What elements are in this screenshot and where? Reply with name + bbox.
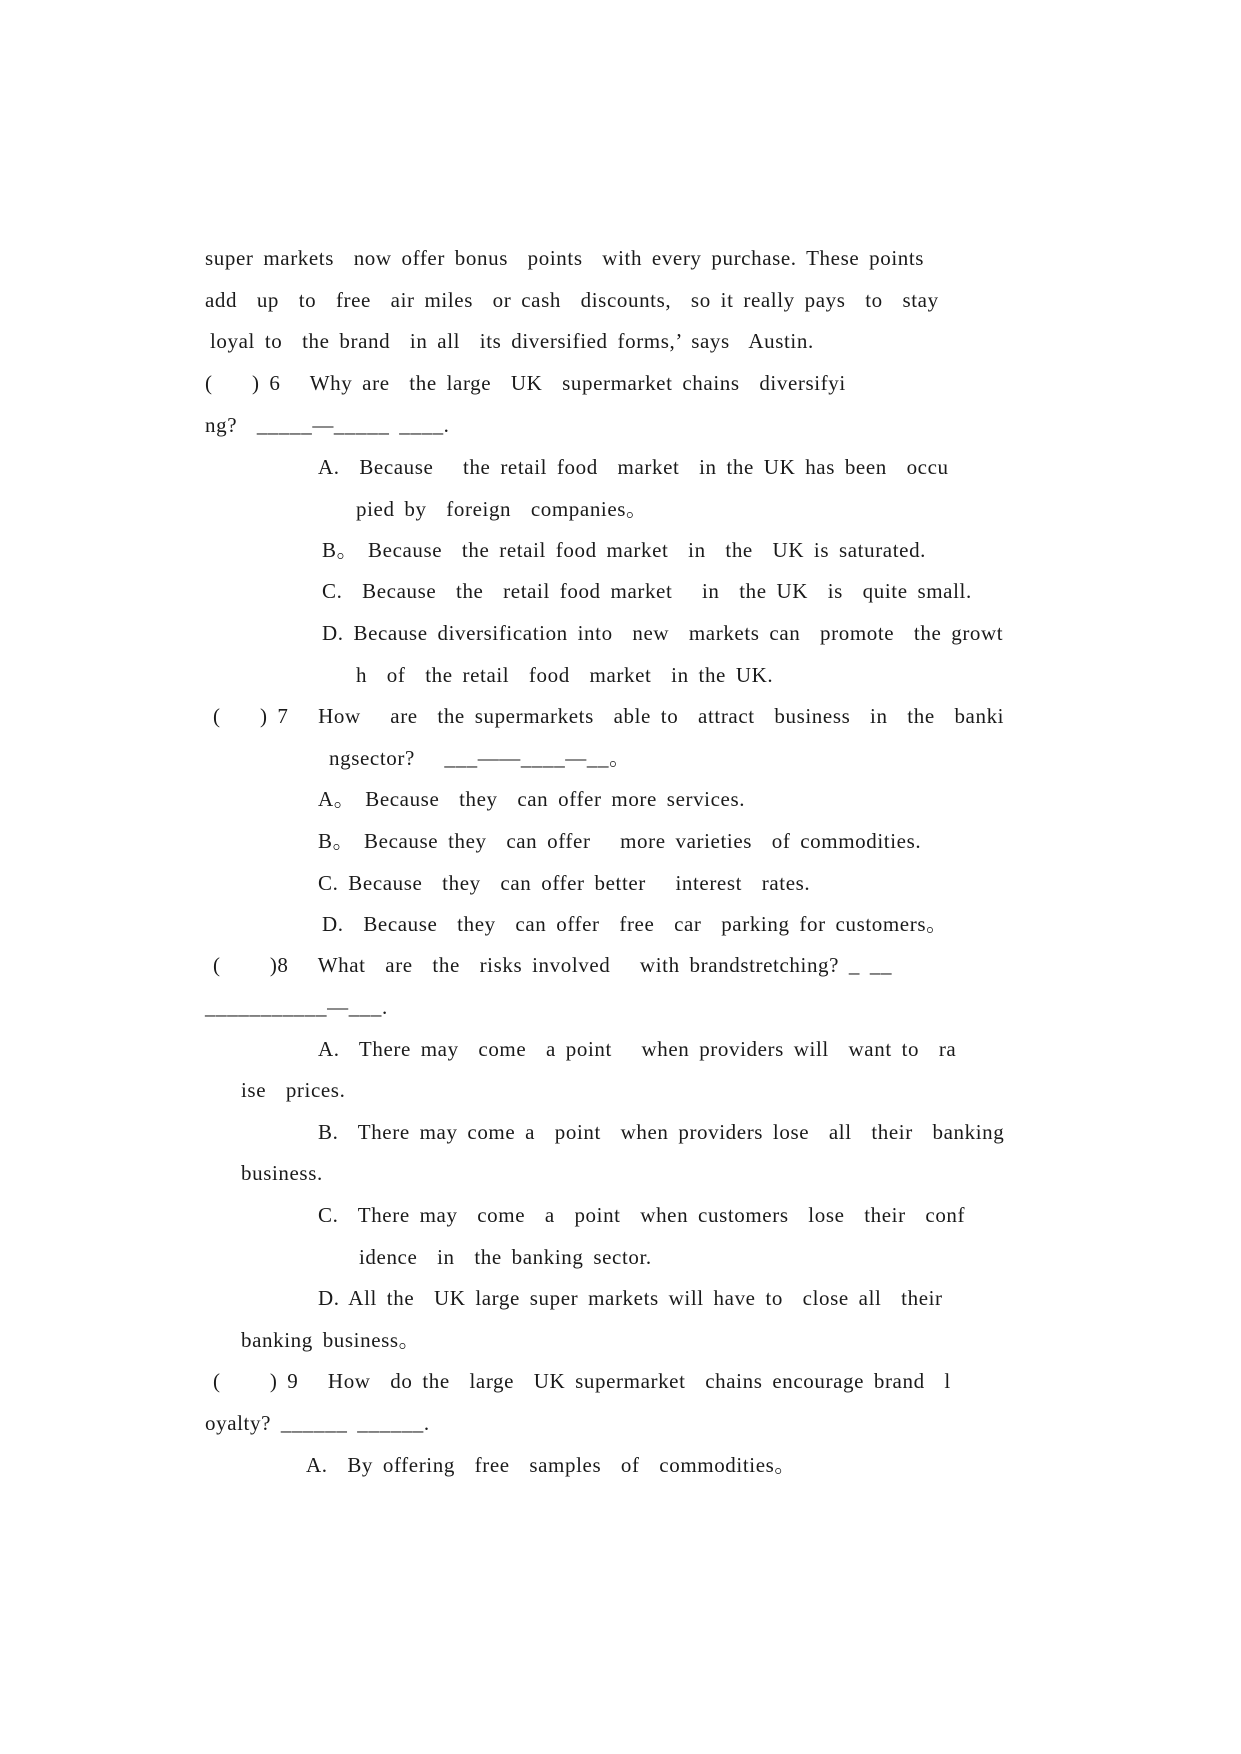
question-9-stem-cont: oyalty? ______ ______. (205, 1411, 430, 1435)
question-6-option-d: D. Because diversification into new markets can promote the growt (322, 621, 1004, 645)
question-7-option-b: B。 Because they can offer more varieties of commodities. (318, 829, 922, 853)
passage-line-2: add up to free air miles or cash discounts, so it really pays to stay (205, 288, 939, 312)
question-7-stem: ( ) 7 How are the supermarkets able to attract business in the banki (213, 704, 1005, 728)
question-6-option-b: B。 Because the retail food market in the UK is saturated. (322, 538, 927, 562)
question-6-option-c: C. Because the retail food market in the UK is quite small. (322, 579, 972, 603)
question-6-stem-cont: ng? _____—_____ ____. (205, 413, 450, 437)
question-9-option-a: A. By offering free samples of commodities。 (306, 1453, 796, 1477)
question-8-option-a-cont: ise prices. (241, 1078, 346, 1102)
question-8-option-a: A. There may come a point when providers will want to ra (318, 1037, 957, 1061)
question-8-stem-cont: ___________—___. (205, 995, 388, 1019)
question-6-option-a-cont: pied by foreign companies。 (356, 497, 648, 521)
question-7-option-c: C. Because they can offer better interest rates. (318, 871, 811, 895)
question-8-option-c-cont: idence in the banking sector. (359, 1245, 652, 1269)
passage-line-3: loyal to the brand in all its diversified forms,’ says Austin. (210, 329, 814, 353)
question-8-stem: ( )8 What are the risks involved with brandstretching? _ __ (213, 953, 893, 977)
question-6-option-a: A. Because the retail food market in the UK has been occu (318, 455, 949, 479)
question-6-stem: ( ) 6 Why are the large UK supermarket chains diversifyi (205, 371, 846, 395)
question-7-option-a: A。 Because they can offer more services. (318, 787, 746, 811)
question-8-option-d-cont: banking business。 (241, 1328, 421, 1352)
question-9-stem: ( ) 9 How do the large UK supermarket chains encourage brand l (213, 1369, 951, 1393)
question-6-option-d-cont: h of the retail food market in the UK. (356, 663, 774, 687)
question-7-option-d: D. Because they can offer free car parking for customers。 (322, 912, 948, 936)
passage-line-1: super markets now offer bonus points with every purchase. These points (205, 246, 925, 270)
question-8-option-b: B. There may come a point when providers lose all their banking (318, 1120, 1005, 1144)
question-8-option-d: D. All the UK large super markets will have to close all their (318, 1286, 943, 1310)
question-8-option-b-cont: business. (241, 1161, 323, 1185)
question-7-stem-cont: ngsector? ___——____—__。 (329, 746, 631, 770)
question-8-option-c: C. There may come a point when customers lose their conf (318, 1203, 966, 1227)
